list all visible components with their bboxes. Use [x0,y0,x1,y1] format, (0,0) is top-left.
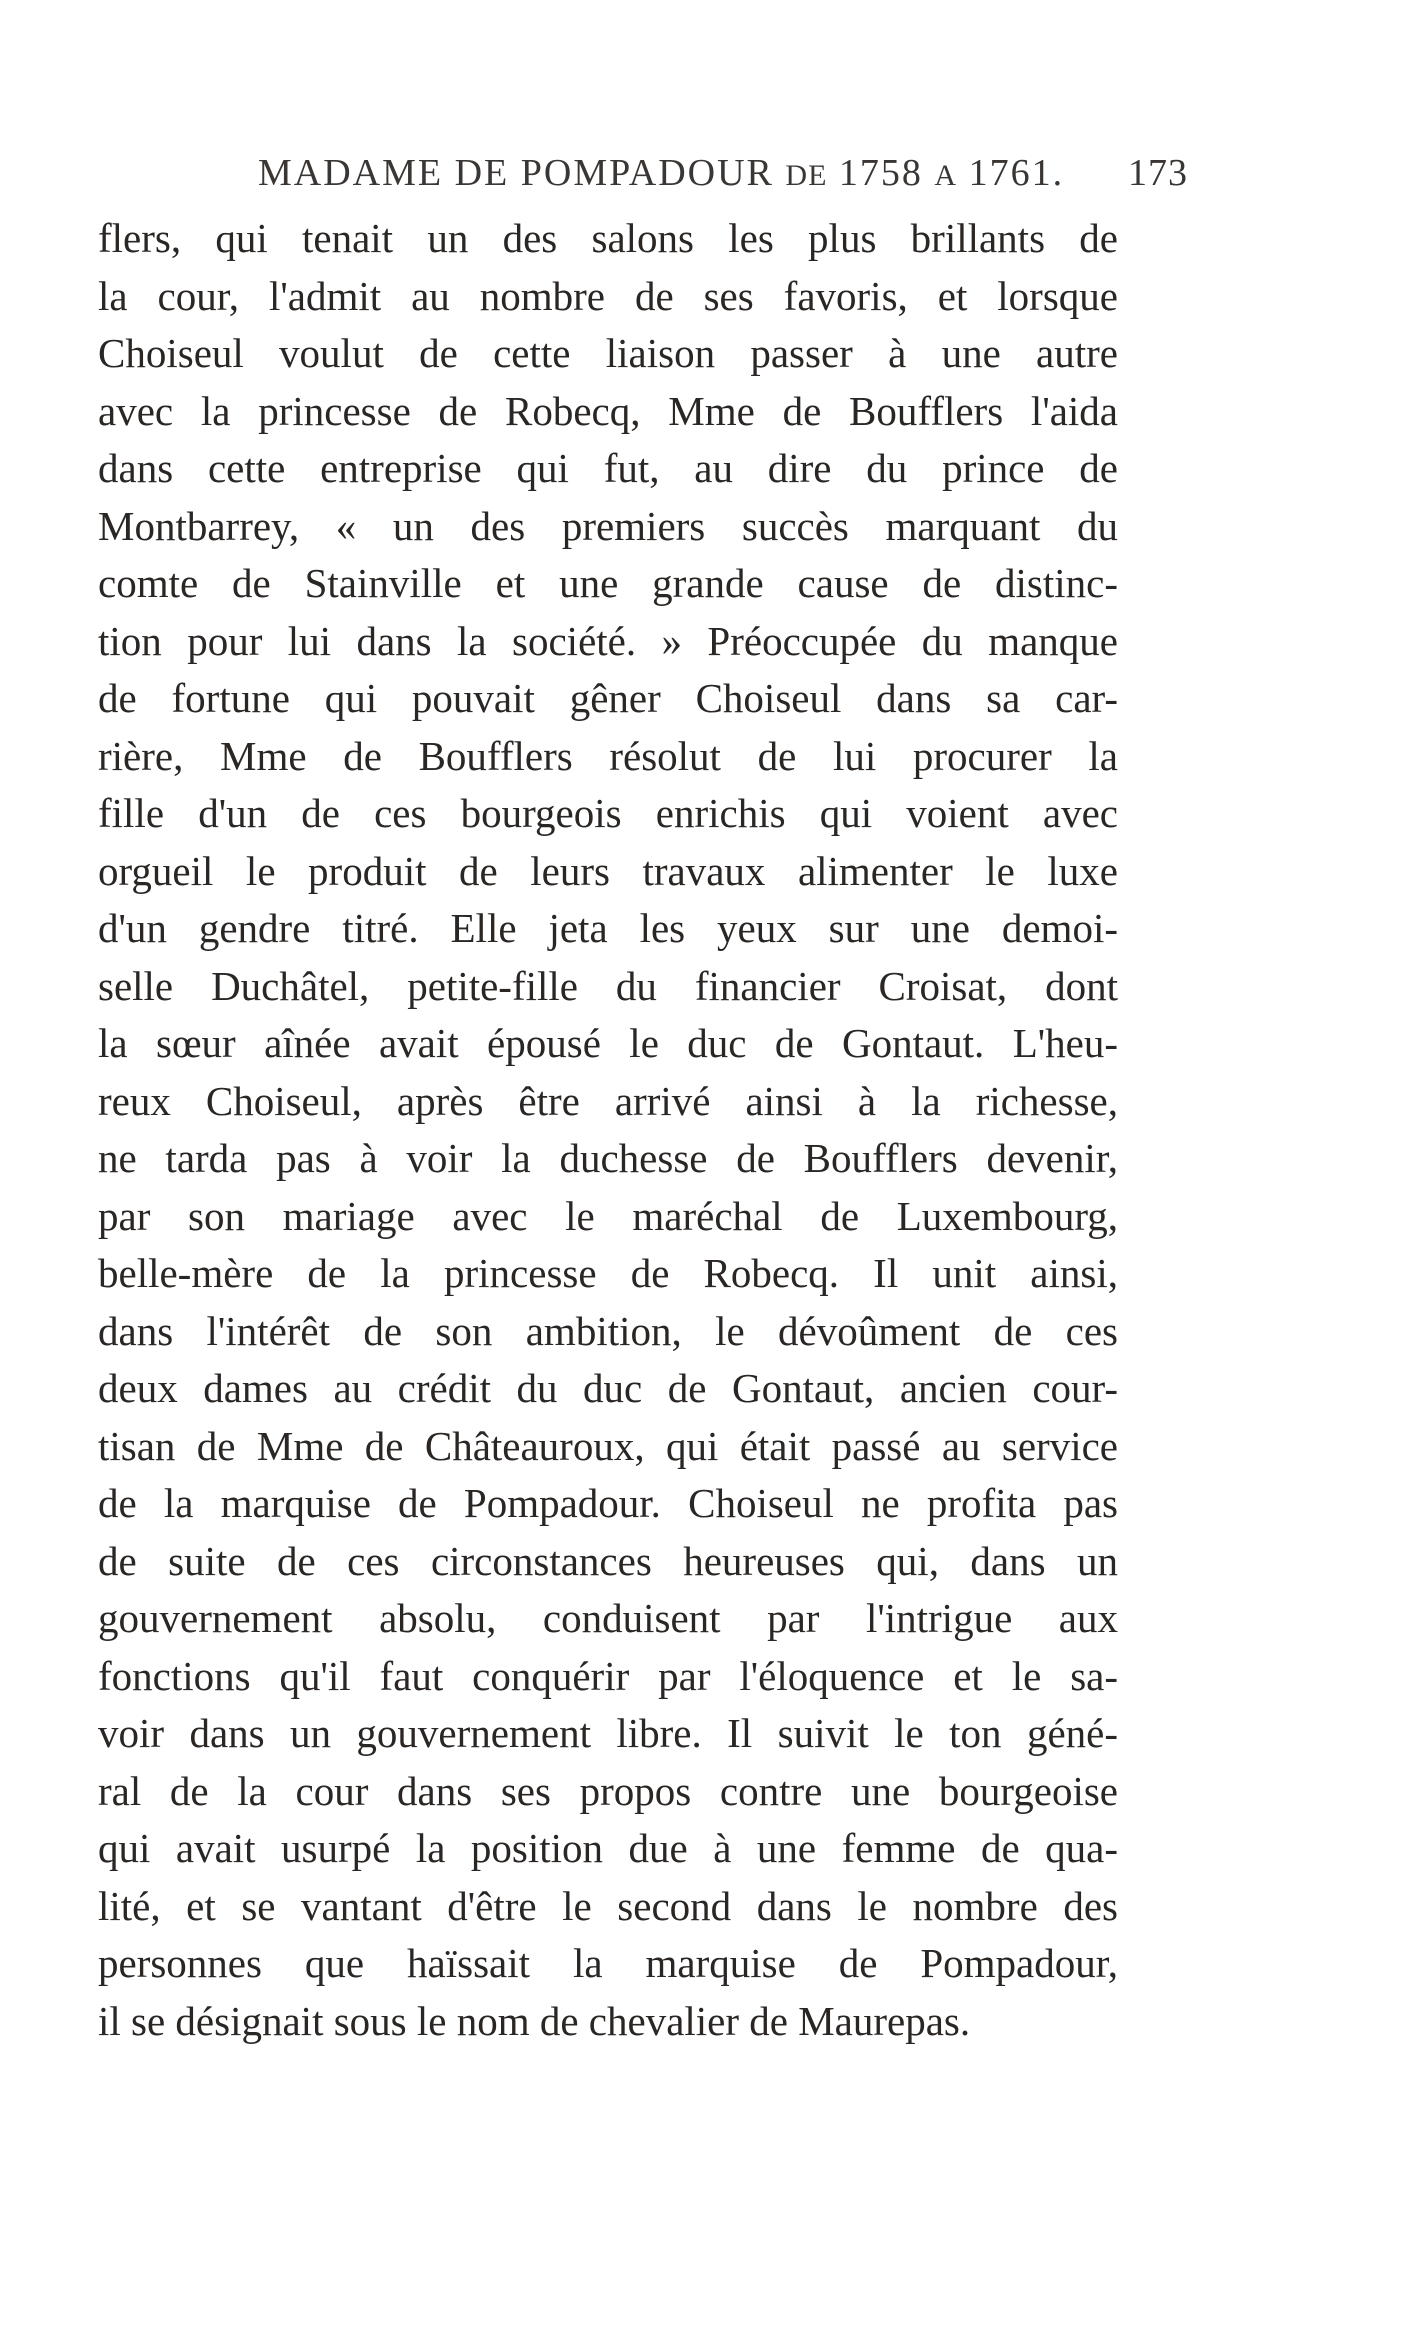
text-line: selle Duchâtel, petite-fille du financier Croisat, dont [98,962,1118,1009]
text-line: gouvernement absolu, conduisent par l'intrigue aux [98,1595,1118,1641]
text-line: de suite de ces circonstances heureuses qui, dans un [98,1537,1118,1584]
text-line: belle-mère de la princesse de Robecq. Il unit ainsi, [98,1250,1118,1296]
running-head-de: DE [785,159,828,192]
text-line: il se désignait sous le nom de chevalier de Maurepas. [98,1997,971,2044]
running-head-year-end: 1761. [968,152,1065,194]
text-line: reux Choiseul, après être arrivé ainsi à la richesse, [98,1077,1118,1124]
text-line: personnes que haïssait la marquise de Pompadour, [98,1940,1118,1986]
text-line: comte de Stainville et une grande cause de distinc- [98,560,1118,606]
text-line: Choiseul voulut de cette liaison passer à une autre [98,330,1118,376]
text-line: tisan de Mme de Châteauroux, qui était passé au service [98,1422,1118,1469]
text-line: la sœur aînée avait épousé le duc de Gontaut. L'heu- [98,1020,1118,1066]
text-line: avec la princesse de Robecq, Mme de Boufflers l'aida [98,387,1118,434]
running-head-a: A [934,159,958,192]
text-line: flers, qui tenait un des salons les plus brillants de [98,215,1118,261]
text-line: voir dans un gouvernement libre. Il suivit le ton géné- [98,1710,1118,1756]
text-line: fonctions qu'il faut conquérir par l'éloquence et le sa- [98,1652,1118,1699]
text-line: dans cette entreprise qui fut, au dire du prince de [98,445,1118,491]
text-line: la cour, l'admit au nombre de ses favoris, et lorsque [98,272,1118,319]
text-line: tion pour lui dans la société. » Préoccupée du manque [98,617,1118,664]
running-head [258,148,1188,198]
text-line: ne tarda pas à voir la duchesse de Boufflers devenir, [98,1135,1118,1181]
text-line: qui avait usurpé la position due à une femme de qua- [98,1825,1118,1871]
body-text [98,210,1118,2050]
page-number: 173 [1128,152,1188,194]
text-line: Montbarrey, « un des premiers succès marquant du [98,502,1118,549]
text-line: lité, et se vantant d'être le second dans le nombre des [98,1882,1118,1929]
text-line: orgueil le produit de leurs travaux alimenter le luxe [98,847,1118,894]
text-line: par son mariage avec le maréchal de Luxembourg, [98,1192,1118,1239]
text-line: de fortune qui pouvait gêner Choiseul dans sa car- [98,675,1118,721]
text-line: de la marquise de Pompadour. Choiseul ne profita pas [98,1480,1118,1526]
text-line: d'un gendre titré. Elle jeta les yeux sur une demoi- [98,905,1118,951]
running-head-title: MADAME DE POMPADOUR [258,152,774,194]
text-line: deux dames au crédit du duc de Gontaut, ancien cour- [98,1365,1118,1411]
text-line: rière, Mme de Boufflers résolut de lui procurer la [98,732,1118,779]
text-line: fille d'un de ces bourgeois enrichis qui voient avec [98,790,1118,836]
text-line: ral de la cour dans ses propos contre une bourgeoise [98,1767,1118,1814]
running-head-year-start: 1758 [838,152,923,194]
text-line: dans l'intérêt de son ambition, le dévoûment de ces [98,1307,1118,1354]
